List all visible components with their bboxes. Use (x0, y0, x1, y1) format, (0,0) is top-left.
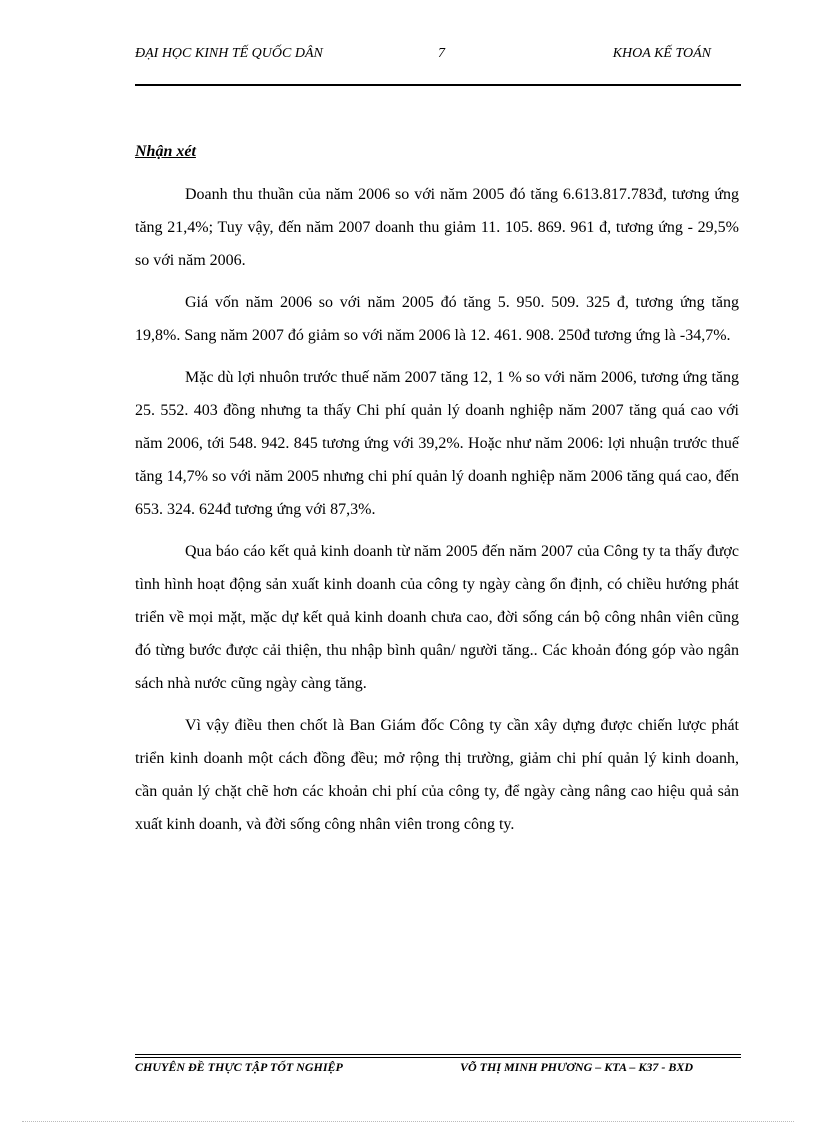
paragraph-revenue: Doanh thu thuần của năm 2006 so với năm 2005 đó tăng 6.613.817.783đ, tương ứng tăng 21,4%; Tuy vậy, đến năm 2007 doanh thu giảm 11. 105. 869. 961 đ, tương ứng - 29,5% so với năm 2006. (135, 186, 739, 269)
section-heading: Nhận xét (135, 143, 196, 160)
footer-divider-bottom (135, 1057, 741, 1058)
paragraph-profit: Mặc dù lợi nhuôn trước thuế năm 2007 tăng 12, 1 % so với năm 2006, tương ứng tăng 25. 552. 403 đồng nhưng ta thấy Chi phí quản lý doanh nghiệp năm 2007 tăng quá cao với năm 2006, tới 548. 942. 845 tương ứng với 39,2%. Hoặc như năm 2006: lợi nhuận trước thuế tăng 14,7% so với năm 2005 nhưng chi phí quản lý doanh nghiệp năm 2006 tăng quá cao, đến 653. 324. 624đ tương ứng với 87,3%. (135, 369, 739, 518)
paragraph-cost-of-goods: Giá vốn năm 2006 so với năm 2005 đó tăng 5. 950. 509. 325 đ, tương ứng tăng 19,8%. Sang năm 2007 đó giảm so với năm 2006 là 12. 461. 908. 250đ tương ứng là -34,7%. (135, 294, 739, 344)
footer-thesis-title: CHUYÊN ĐỀ THỰC TẬP TỐT NGHIỆP (135, 1060, 343, 1074)
page-header (135, 46, 741, 70)
header-university: ĐẠI HỌC KINH TẾ QUỐC DÂN (135, 46, 323, 61)
footer-divider-top (135, 1054, 741, 1055)
header-faculty: KHOA KẾ TOÁN (612, 46, 711, 61)
page-footer (135, 1060, 741, 1080)
header-divider (135, 84, 741, 86)
paragraph-recommendation: Vì vậy điều then chốt là Ban Giám đốc Công ty cần xây dựng được chiến lược phát triển kinh doanh một cách đồng đều; mở rộng thị trường, giảm chi phí quản lý kinh doanh, cần quản lý chặt chẽ hơn các khoản chi phí của công ty, để ngày càng nâng cao hiệu quả sản xuất kinh doanh, và đời sống công nhân viên trong công ty. (135, 717, 739, 833)
footer-author: VÕ THỊ MINH PHƯƠNG – KTA – K37 - BXD (460, 1060, 693, 1074)
paragraph-summary: Qua báo cáo kết quả kinh doanh từ năm 2005 đến năm 2007 của Công ty ta thấy được tình hình hoạt động sản xuất kinh doanh của công ty ngày càng ổn định, có chiều hướng phát triển về mọi mặt, mặc dự kết quả kinh doanh chưa cao, đời sống cán bộ công nhân viên cũng đó từng bước được cải thiện, thu nhập bình quân/ người tăng.. Các khoản đóng góp vào ngân sách nhà nước cũng ngày càng tăng. (135, 543, 739, 692)
page-number: 7 (438, 46, 445, 61)
page-bottom-edge (22, 1121, 794, 1122)
body-text (135, 178, 739, 850)
